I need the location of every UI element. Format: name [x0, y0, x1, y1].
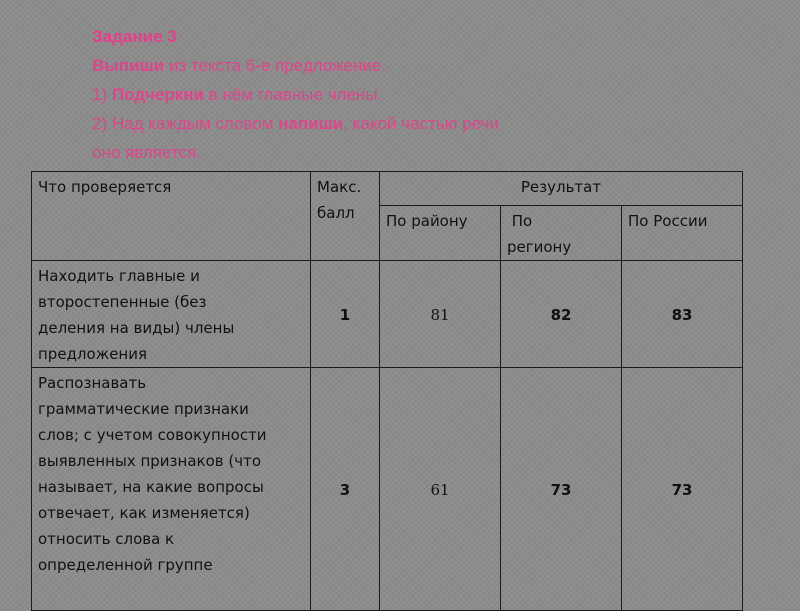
row-what [32, 261, 311, 368]
row-what-line: деления на виды) члены [38, 319, 235, 337]
header-region [501, 206, 622, 261]
row-what-line: отвечает, как изменяется) [38, 504, 250, 522]
task-line-4-text: , какой частью речи [343, 114, 499, 133]
task-line-2 [92, 51, 752, 80]
row-what-line: относить слова к [38, 530, 175, 548]
header-max-line1: Макс. [317, 178, 362, 196]
header-max-line2: балл [317, 204, 355, 222]
task-line-3-text: в нём главные члены. [203, 85, 383, 104]
header-region-line1: По [507, 212, 533, 230]
task-verb-write-2: напиши [278, 114, 344, 133]
row-what-line: Находить главные и [38, 267, 200, 285]
row-what-line: предложения [38, 345, 148, 363]
header-region-line2: региону [507, 238, 572, 256]
task-verb-underline: Подчеркни [111, 85, 204, 104]
row-what [32, 368, 311, 611]
row-russia: 83 [622, 261, 743, 368]
row-max: 3 [311, 368, 380, 611]
task-line-3 [92, 80, 752, 109]
table-row [32, 368, 743, 611]
row-region: 73 [501, 368, 622, 611]
row-what-line: называет, на какие вопросы [38, 478, 264, 496]
header-russia: По России [622, 206, 743, 261]
task-text [92, 22, 752, 167]
header-what: Что проверяется [32, 172, 311, 261]
table-header-row [32, 172, 743, 206]
task-line-2-text: из текста 6-е предложение. [164, 56, 387, 75]
task-line-4-prefix: 2) Над каждым словом [92, 114, 279, 133]
row-district: 61 [380, 368, 501, 611]
row-max: 1 [311, 261, 380, 368]
task-line-3-prefix: 1) [92, 85, 112, 104]
header-max [311, 172, 380, 261]
table-row [32, 261, 743, 368]
row-what-line: определенной группе [38, 556, 213, 574]
row-what-line: грамматические признаки [38, 400, 249, 418]
header-district: По району [380, 206, 501, 261]
row-district: 81 [380, 261, 501, 368]
row-what-line: второстепенные (без [38, 293, 207, 311]
row-what-line: выявленных признаков (что [38, 452, 261, 470]
row-russia: 73 [622, 368, 743, 611]
task-title: Задание 3 [92, 27, 177, 46]
row-what-line: Распознавать [38, 374, 147, 392]
task-line-4 [92, 109, 752, 138]
row-what-line: слов; с учетом совокупности [38, 426, 267, 444]
results-table [31, 171, 743, 611]
task-verb-write: Выпиши [92, 56, 165, 75]
task-line-5: оно является. [92, 143, 201, 162]
header-result: Результат [380, 172, 743, 206]
row-region: 82 [501, 261, 622, 368]
